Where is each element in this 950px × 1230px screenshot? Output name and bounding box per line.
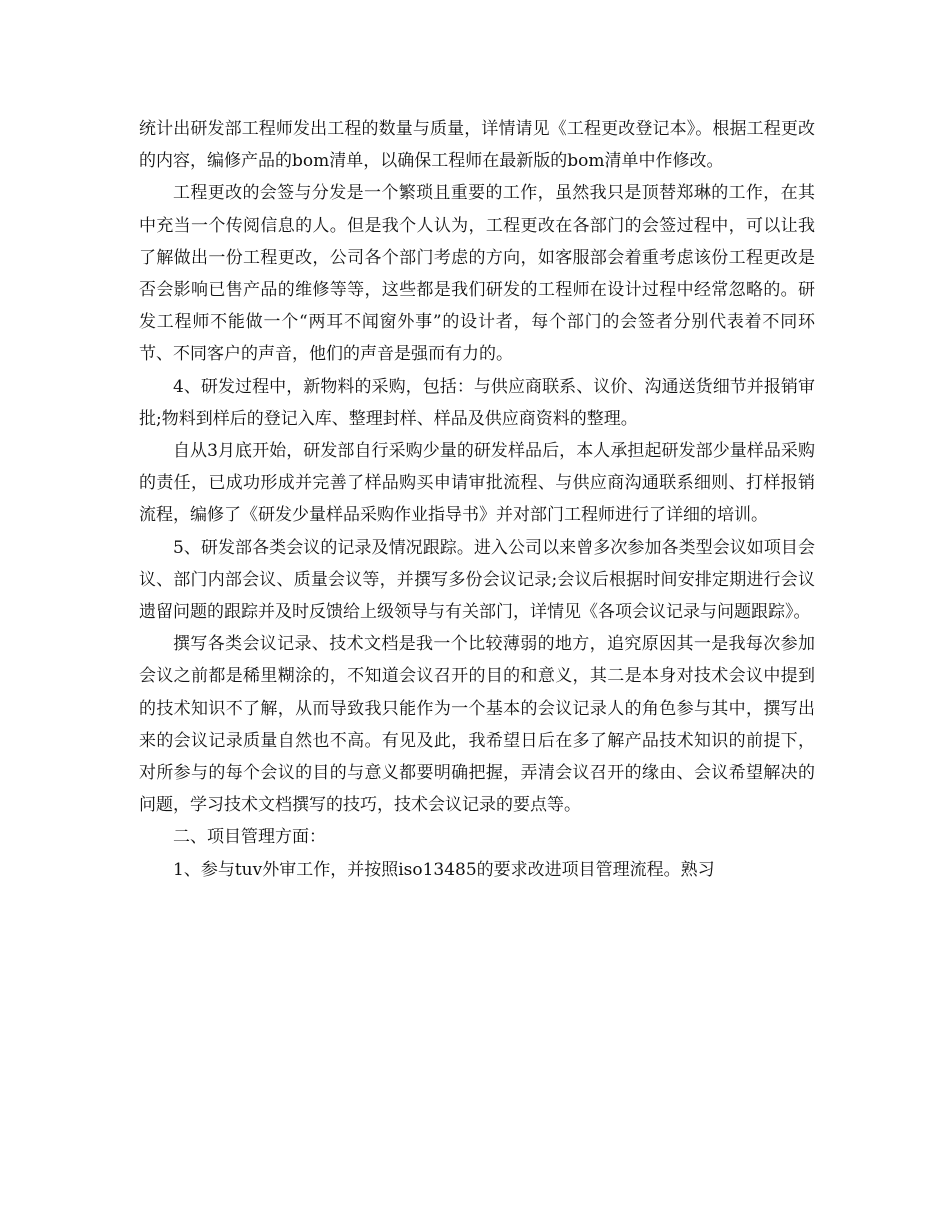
paragraph-6: 撰写各类会议记录、技术文档是我一个比较薄弱的地方，追究原因其一是我每次参加会议之前都是稀里糊涂的，不知道会议召开的目的和意义，其二是本身对技术会议中提到的技术知识不了解，从而导致我只能作为一个基本的会议记录人的角色参与其中，撰写出来的会议记录质量自然也不高。有见及此，我希望日后在多了解产品技术知识的前提下，对所参与的每个会议的目的与意义都要明确把握，弄清会议召开的缘由、会议希望解决的问题，学习技术文档撰写的技巧，技术会议记录的要点等。 bbox=[139, 634, 815, 816]
section-heading: 二、项目管理方面： bbox=[173, 827, 326, 848]
paragraph-4: 自从3月底开始，研发部自行采购少量的研发样品后，本人承担起研发部少量样品采购的责任，已成功形成并完善了样品购买申请审批流程、与供应商沟通联系细则、打样报销流程，编修了《研发少量样品采购作业指导书》并对部门工程师进行了详细的培训。 bbox=[139, 441, 815, 526]
paragraph-2: 工程更改的会签与分发是一个繁琐且重要的工作，虽然我只是顶替郑琳的工作，在其中充当一个传阅信息的人。但是我个人认为，工程更改在各部门的会签过程中，可以让我了解做出一份工程更改，公司各个部门考虑的方向，如客服部会着重考虑该份工程更改是否会影响已售产品的维修等等，这些都是我们研发的工程师在设计过程中经常忽略的。研发工程师不能做一个“两耳不闻窗外事”的设计者，每个部门的会签者分别代表着不同环节、不同客户的声音，他们的声音是强而有力的。 bbox=[139, 183, 815, 365]
paragraph-1: 统计出研发部工程师发出工程的数量与质量，详情请见《工程更改登记本》。根据工程更改的内容，编修产品的bom清单，以确保工程师在最新版的bom清单中作修改。 bbox=[139, 119, 815, 172]
document-page bbox=[139, 113, 815, 886]
paragraph-5: 5、研发部各类会议的记录及情况跟踪。进入公司以来曾多次参加各类型会议如项目会议、部门内部会议、质量会议等，并撰写多份会议记录;会议后根据时间安排定期进行会议遗留问题的跟踪并及时反馈给上级领导与有关部门，详情见《各项会议记录与问题跟踪》。 bbox=[139, 537, 815, 623]
paragraph-7: 1、参与tuv外审工作，并按照iso13485的要求改进项目管理流程。熟习 bbox=[173, 859, 715, 880]
paragraph-3: 4、研发过程中，新物料的采购，包括：与供应商联系、议价、沟通送货细节并报销审批;物料到样后的登记入库、整理封样、样品及供应商资料的整理。 bbox=[139, 376, 815, 429]
